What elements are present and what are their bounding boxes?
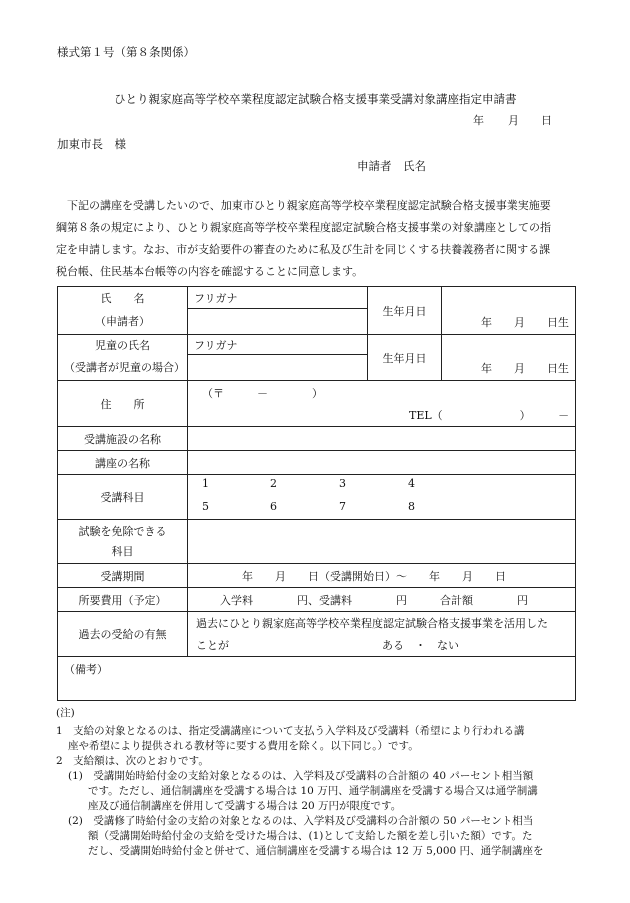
name-sub-label: （申請者） <box>58 309 188 335</box>
subject-number: 5 <box>202 500 209 513</box>
facility-field[interactable] <box>188 427 576 451</box>
course-field[interactable] <box>188 451 576 475</box>
cost-field[interactable]: 入学料 円、受講料 円 合計額 円 <box>188 588 576 612</box>
subject-number: 1 <box>202 477 209 490</box>
child-birth-label: 生年月日 <box>368 335 442 381</box>
past-receipt-choice[interactable]: ある ・ ない <box>382 639 459 652</box>
note-item: 額（受講開始時給付金の支給を受けた場合は、(1)として支給した額を差し引いた額）です。た <box>88 830 533 842</box>
cost-label: 所要費用（予定） <box>58 588 188 612</box>
intro-paragraph <box>56 195 576 283</box>
intro-line: 税台帳、住民基本台帳等の内容を確認することに同意します。 <box>56 265 364 278</box>
child-name-label: 児童の氏名 <box>58 335 188 355</box>
addressee: 加東市長 様 <box>57 137 126 151</box>
date-day-label: 日 <box>541 114 552 127</box>
note-item: だし、受講開始時給付金と併せて、通信制講座を受講する場合は 12 万 5,000 円、通学制講座を <box>88 845 544 857</box>
child-furigana-label: フリガナ <box>188 335 368 355</box>
note-item: です。ただし、通信制講座を受講する場合は 10 万円、通学制講座を受講する場合又は通学制講 <box>88 785 538 797</box>
date-month-label: 月 <box>508 114 519 127</box>
child-name-field[interactable] <box>188 355 368 381</box>
subject-number: 2 <box>270 477 277 490</box>
subject-number: 3 <box>339 477 346 490</box>
subjects-label: 受講科目 <box>58 475 188 520</box>
applicant-birthdate-field[interactable]: 年 月 日生 <box>442 287 576 335</box>
applicant-label: 申請者 氏名 <box>357 159 426 173</box>
subjects-field[interactable] <box>188 475 576 520</box>
period-label: 受講期間 <box>58 564 188 588</box>
name-label: 氏 名 <box>58 287 188 309</box>
exempt-label-line: 試験を免除できる <box>78 524 167 538</box>
past-receipt-field[interactable] <box>188 612 576 657</box>
note-item: (1) 受講開始時給付金の支給対象となるのは、入学料及び受講料の合計額の 40 パーセント相当額 <box>68 770 534 782</box>
date-year-label: 年 <box>473 114 484 127</box>
note-item: 座及び通信制講座を併用して受講する場合は 20 万円が限度です。 <box>88 800 402 812</box>
note-item: 1 支給の対象となるのは、指定受講講座について支払う入学料及び受講料（希望により行われる講 <box>56 725 525 737</box>
address-label: 住 所 <box>58 381 188 427</box>
subject-number: 8 <box>408 500 415 513</box>
past-receipt-text: ことが <box>196 639 229 652</box>
facility-label: 受講施設の名称 <box>58 427 188 451</box>
subject-number: 7 <box>339 500 346 513</box>
subject-number: 4 <box>408 477 415 490</box>
remarks-label: （備考） <box>64 663 108 676</box>
period-field[interactable]: 年 月 日（受講開始日）～ 年 月 日 <box>188 564 576 588</box>
note-item: 2 支給額は、次のとおりです。 <box>56 755 209 767</box>
applicant-name-field[interactable] <box>188 309 368 335</box>
child-birthdate-field[interactable]: 年 月 日生 <box>442 335 576 381</box>
child-name-sub-label: （受講者が児童の場合） <box>58 355 188 381</box>
birth-label: 生年月日 <box>368 287 442 335</box>
notes-heading: (注) <box>56 707 75 719</box>
form-number: 様式第１号（第８条関係） <box>57 45 195 59</box>
notes-section <box>56 706 586 859</box>
tel-field: TEL（ ） － <box>409 409 570 422</box>
remarks-field[interactable] <box>58 657 576 701</box>
name-furigana-label: フリガナ <box>188 287 368 309</box>
note-item: (2) 受講修了時給付金の支給の対象となるのは、入学料及び受講料の合計額の 50 パーセント相当 <box>68 815 534 827</box>
postal-code: （〒 － ） <box>202 387 323 400</box>
note-item: 座や希望により提供される教材等に要する費用を除く。以下同じ。）です。 <box>68 740 419 752</box>
intro-line: 下記の講座を受講したいので、加東市ひとり親家庭高等学校卒業程度認定試験合格支援事業実施要 <box>67 199 551 212</box>
course-label: 講座の名称 <box>58 451 188 475</box>
intro-line: 定を申請します。なお、市が支給要件の審査のために私及び生計を同じくする扶養義務者に関する課 <box>56 243 551 256</box>
exempt-label <box>58 520 188 564</box>
subject-number: 6 <box>270 500 277 513</box>
past-receipt-label: 過去の受給の有無 <box>58 612 188 657</box>
document-title: ひとり親家庭高等学校卒業程度認定試験合格支援事業受講対象講座指定申請書 <box>114 92 517 106</box>
address-field[interactable] <box>188 381 576 427</box>
application-form-table <box>57 286 576 701</box>
exempt-label-line: 科目 <box>111 544 134 558</box>
exempt-subjects-field[interactable] <box>188 520 576 564</box>
intro-line: 綱第８条の規定により、ひとり親家庭高等学校卒業程度認定試験合格支援事業の対象講座としての指 <box>56 221 551 234</box>
past-receipt-text: 過去にひとり親家庭高等学校卒業程度認定試験合格支援事業を活用した <box>196 617 548 630</box>
